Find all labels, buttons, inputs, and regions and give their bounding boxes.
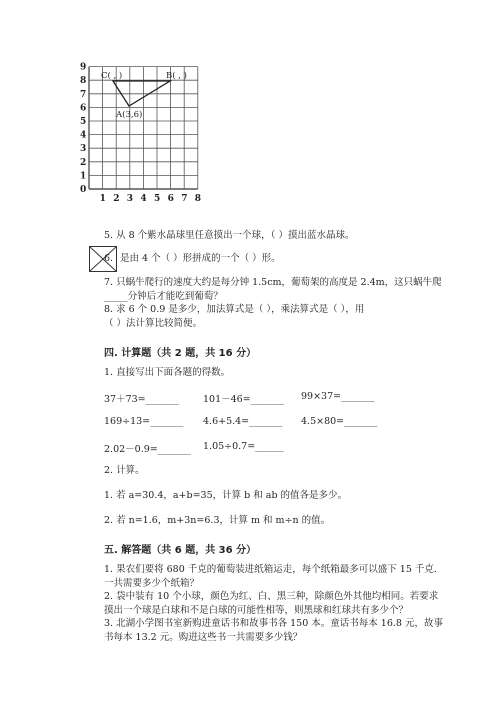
- x-tick-label: 5: [154, 194, 161, 204]
- section-4-q2-2: 2. 若 n=1.6，m+3n=6.3，计算 m 和 m÷n 的值。: [104, 515, 331, 526]
- y-tick-label: 2: [80, 157, 87, 168]
- section-4-q1-title: 1. 直接写出下面各题的得数。: [104, 367, 231, 378]
- calc-1.05-div-0.7: 1.05÷0.7=______: [203, 441, 284, 452]
- y-tick-label: 7: [80, 89, 87, 100]
- x-tick-label: 6: [167, 194, 174, 204]
- calc-37-plus-73: 37＋73=_______: [104, 394, 179, 405]
- x-tick-label: 4: [140, 194, 147, 204]
- y-tick-label: 5: [80, 117, 87, 127]
- section-5-q1-line2: 一共需要多少个纸箱？: [104, 578, 200, 589]
- question-8-line1: 8. 求 6 个 0.9 是多少，加法算式是（ ），乘法算式是（ ），用: [104, 304, 365, 315]
- point-b-label: B( , ): [166, 71, 187, 81]
- section-4-title: 四. 计算题（共 2 题，共 16 分）: [104, 348, 257, 359]
- question-8-line2: （ ）法计算比较简便。: [104, 318, 203, 329]
- point-c-label: C( , ): [101, 71, 123, 81]
- section-4-q2-title: 2. 计算。: [104, 465, 145, 476]
- x-tick-label: 8: [194, 194, 202, 204]
- coordinate-grid: [0, 0, 500, 215]
- y-tick-label: 3: [80, 144, 87, 155]
- section-5-q3-line2: 书每本 13.2 元。购进这些书一共需要多少钱？: [104, 632, 303, 643]
- section-4-q2-1: 1. 若 a=30.4，a+b=35，计算 b 和 ab 的值各是多少。: [104, 490, 348, 501]
- section-5-title: 五. 解答题（共 6 题，共 36 分）: [104, 545, 257, 556]
- calc-4.5-times-80: 4.5×80=_______: [301, 416, 378, 427]
- question-7-line1: 7. 只蜗牛爬行的速度大约是每分钟 1.5cm，葡萄架的高度是 2.4m，这只蜗牛爬: [104, 277, 442, 288]
- diagonals-icon: [90, 247, 116, 271]
- section-5-q3-line1: 3. 北湖小学图书室新购进童话书和故事书各 150 本。童话书每本 16.8 元，故事: [104, 618, 443, 629]
- calc-99-times-37: 99×37=_______: [301, 391, 375, 402]
- calc-101-minus-46: 101－46=_______: [203, 394, 284, 405]
- question-5: 5. 从 8 个紫水晶球里任意摸出一个球，（ ）摸出蓝水晶球。: [104, 230, 355, 241]
- x-tick-label: 7: [181, 194, 188, 204]
- x-tick-label: 1: [99, 194, 106, 204]
- question-6-number: 6.: [104, 253, 114, 264]
- x-tick-label: 2: [113, 194, 120, 204]
- y-tick-label: 1: [80, 171, 87, 182]
- question-7-line2: _____分钟后才能吃到葡萄？: [104, 291, 223, 302]
- calc-2.02-minus-0.9: 2.02－0.9=_______: [104, 444, 191, 455]
- grid-axes: [80, 63, 201, 204]
- y-tick-label: 6: [80, 103, 87, 114]
- y-tick-label: 8: [80, 76, 87, 87]
- question-6-text: 是由 4 个（ ）形拼成的一个（ ）形。: [120, 253, 281, 264]
- y-tick-label: 0: [80, 185, 87, 195]
- calc-4.6-plus-5.4: 4.6+5.4=_______: [203, 416, 283, 427]
- square-with-diagonals-figure: [89, 246, 117, 272]
- y-tick-label: 9: [80, 62, 87, 73]
- x-tick-label: 3: [126, 194, 134, 204]
- grid-lines: [89, 67, 198, 189]
- calc-169-div-13: 169÷13=_______: [104, 416, 184, 427]
- y-tick-label: 4: [80, 130, 87, 141]
- section-5-q2-line2: 摸出一个球是白球和不是白球的可能性相等，则黑球和红球共有多少个？: [104, 605, 409, 616]
- section-5-q1-line1: 1. 果农们要将 680 千克的葡萄装进纸箱运走，每个纸箱最多可以盛下 15 千克.: [104, 564, 437, 575]
- section-5-q2-line1: 2. 袋中装有 10 个小球，颜色为红、白、黑三种，除颜色外其他均相同。若要求: [104, 591, 439, 602]
- point-a-label: A(3,6): [116, 110, 143, 120]
